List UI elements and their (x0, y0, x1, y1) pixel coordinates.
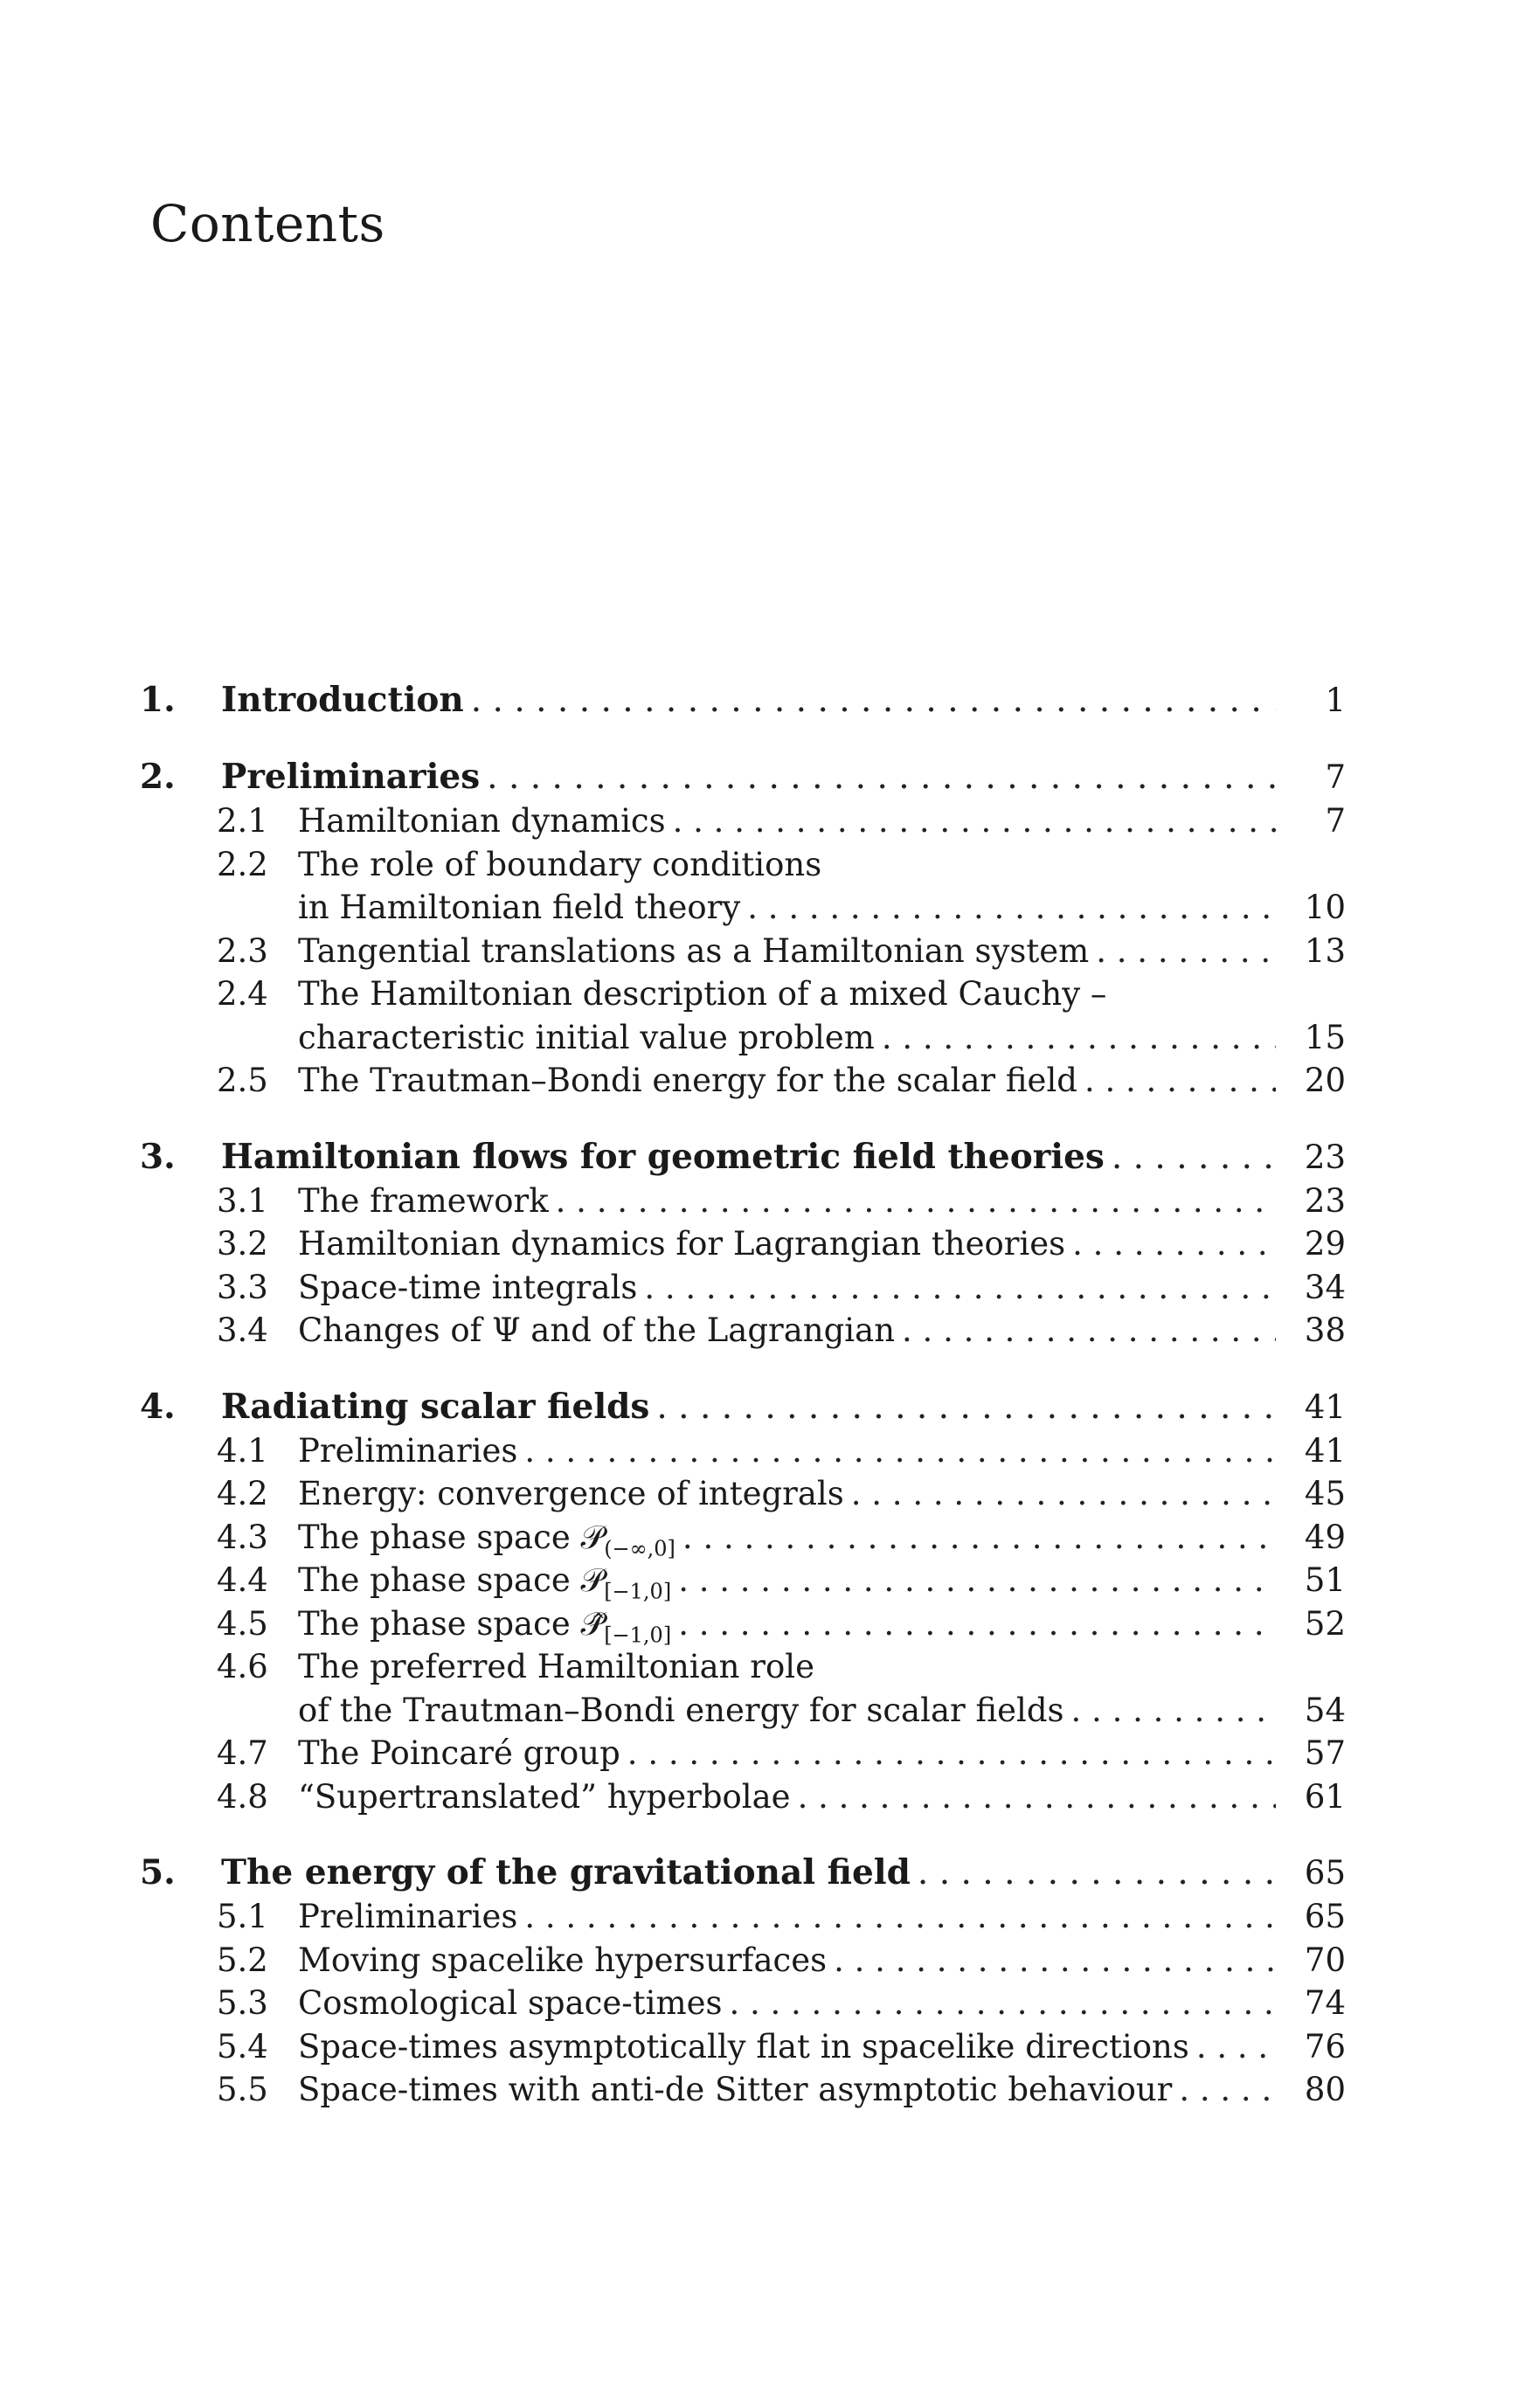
section-title-wrap (298, 1059, 1285, 1103)
section-page-number: 38 (1304, 1311, 1346, 1349)
section-page-number: 76 (1304, 2027, 1346, 2065)
toc-chapter (140, 1384, 1346, 1819)
dot-leader (673, 799, 1276, 843)
toc-section-row[interactable] (140, 1059, 1346, 1103)
section-page-number: 57 (1304, 1734, 1346, 1772)
dot-leader (656, 1385, 1276, 1430)
section-number: 2.2 (217, 845, 268, 883)
dot-leader (627, 1732, 1276, 1775)
dot-leader (918, 1851, 1276, 1896)
section-title-wrap (298, 886, 1285, 930)
section-page-number: 15 (1304, 1018, 1346, 1056)
chapter-title-wrap (221, 1384, 1285, 1430)
toc-section-row[interactable] (140, 1266, 1346, 1310)
section-number: 3.2 (217, 1225, 268, 1263)
dot-leader (1072, 1222, 1276, 1266)
toc-section-row[interactable] (140, 1222, 1346, 1266)
section-title[interactable]: Changes of Ψ and of the Lagrangian (298, 1311, 896, 1349)
section-number: 4.7 (217, 1734, 268, 1772)
toc-chapter-row[interactable] (140, 754, 1346, 799)
section-title[interactable]: Energy: convergence of integrals (298, 1475, 844, 1512)
section-title-wrap (298, 1939, 1285, 1982)
chapter-page-number: 23 (1304, 1138, 1346, 1176)
dot-leader (834, 1939, 1276, 1982)
dot-leader (902, 1309, 1276, 1353)
section-page-number: 7 (1325, 802, 1346, 840)
chapter-title[interactable]: Preliminaries (221, 757, 481, 797)
toc-section-row-continued[interactable] (140, 1016, 1346, 1060)
chapter-page-number: 65 (1304, 1854, 1346, 1892)
section-title[interactable]: Cosmological space-times (298, 1984, 723, 2022)
section-title[interactable]: Hamiltonian dynamics (298, 802, 666, 840)
toc-chapter-row[interactable] (140, 677, 1346, 723)
chapter-title-wrap (221, 677, 1285, 723)
subscript-interval: (−∞,0] (604, 1535, 675, 1560)
section-number: 5.4 (217, 2027, 268, 2065)
section-title-wrap (298, 1732, 1285, 1775)
dot-leader (1112, 1135, 1276, 1180)
toc-chapter-row[interactable] (140, 1850, 1346, 1895)
section-title[interactable]: Space-time integrals (298, 1268, 638, 1306)
toc-section-row[interactable] (140, 930, 1346, 973)
dot-leader (1196, 2025, 1276, 2069)
dot-leader (1179, 2068, 1276, 2112)
chapter-number: 1. (140, 680, 176, 720)
section-page-number: 61 (1304, 1777, 1346, 1816)
section-page-number: 13 (1304, 931, 1346, 970)
dot-leader (524, 1429, 1276, 1473)
toc-section-row[interactable] (140, 2025, 1346, 2069)
chapter-title[interactable]: Introduction (221, 680, 464, 720)
section-title[interactable]: Hamiltonian dynamics for Lagrangian theories (298, 1225, 1066, 1263)
toc-section-row[interactable] (140, 1559, 1346, 1602)
section-title-wrap (298, 1180, 1285, 1223)
section-title[interactable]: “Supertranslated” hyperbolae (298, 1777, 791, 1816)
toc-section-row[interactable] (140, 2068, 1346, 2112)
section-title-wrap (298, 1982, 1285, 2025)
chapter-title-wrap (221, 1134, 1285, 1180)
section-number: 4.1 (217, 1431, 268, 1470)
toc-chapter (140, 1850, 1346, 2112)
section-title[interactable]: Moving spacelike hypersurfaces (298, 1941, 828, 1979)
section-page-number: 54 (1304, 1691, 1346, 1729)
section-title-wrap (298, 2068, 1285, 2112)
chapter-title[interactable]: The energy of the gravitational field (221, 1852, 911, 1892)
toc-section-row[interactable] (140, 843, 1346, 887)
section-number: 4.5 (217, 1604, 268, 1643)
section-page-number: 70 (1304, 1941, 1346, 1979)
section-page-number: 49 (1304, 1518, 1346, 1556)
section-page-number: 52 (1304, 1604, 1346, 1643)
toc-chapter (140, 754, 1346, 1103)
chapter-page-number: 41 (1304, 1387, 1346, 1426)
section-page-number: 29 (1304, 1225, 1346, 1263)
toc-section-row[interactable] (140, 1309, 1346, 1353)
section-title-wrap (298, 1222, 1285, 1266)
dot-leader (882, 1016, 1276, 1060)
section-number: 2.5 (217, 1062, 268, 1099)
toc-chapter (140, 1134, 1346, 1353)
section-number: 3.4 (217, 1311, 268, 1349)
chapter-number: 2. (140, 757, 176, 797)
section-title-wrap (298, 1309, 1285, 1353)
section-title[interactable]: The phase space $𝒫̂_{[-1,0]}$ (298, 1604, 672, 1647)
toc-section-row[interactable] (140, 1732, 1346, 1775)
section-number: 3.3 (217, 1268, 268, 1306)
section-title[interactable]: Tangential translations as a Hamiltonian system (298, 931, 1090, 970)
chapter-title-wrap (221, 1850, 1285, 1896)
toc-section-row[interactable] (140, 799, 1346, 843)
toc-section-row[interactable] (140, 1775, 1346, 1819)
section-title-wrap (298, 1266, 1285, 1310)
toc-section-row[interactable] (140, 1982, 1346, 2025)
section-number: 5.1 (217, 1898, 268, 1935)
section-number: 2.1 (217, 802, 268, 840)
dot-leader (644, 1266, 1276, 1310)
subscript-interval: [−1,0] (604, 1622, 672, 1647)
chapter-page-number: 1 (1325, 682, 1346, 719)
toc-section-row[interactable] (140, 972, 1346, 1016)
section-number: 5.3 (217, 1984, 268, 2022)
section-title-line2[interactable]: of the Trautman–Bondi energy for scalar fields (298, 1691, 1064, 1729)
section-page-number: 10 (1304, 889, 1346, 926)
chapter-number: 5. (140, 1852, 176, 1892)
chapter-title[interactable]: Hamiltonian flows for geometric field theories (221, 1136, 1105, 1177)
section-number: 5.2 (217, 1941, 268, 1979)
toc-section-row[interactable] (140, 1939, 1346, 1982)
dot-leader (524, 1895, 1276, 1939)
dot-leader (747, 886, 1276, 930)
section-title[interactable]: The preferred Hamiltonian role (298, 1648, 814, 1685)
toc-section-row[interactable] (140, 1602, 1346, 1646)
section-title-wrap (298, 1016, 1285, 1060)
dot-leader (678, 1602, 1276, 1646)
section-title-wrap (298, 1472, 1285, 1516)
dot-leader (682, 1516, 1276, 1560)
section-title-line2[interactable]: in Hamiltonian field theory (298, 889, 741, 926)
section-page-number: 41 (1304, 1431, 1346, 1470)
section-title-wrap (298, 1689, 1285, 1733)
section-page-number: 45 (1304, 1475, 1346, 1512)
section-number: 3.1 (217, 1181, 268, 1220)
section-title[interactable]: Preliminaries (298, 1898, 518, 1935)
toc-chapter-row[interactable] (140, 1384, 1346, 1429)
toc-section-row[interactable] (140, 1429, 1346, 1473)
section-number: 2.3 (217, 931, 268, 970)
chapter-number: 3. (140, 1136, 176, 1177)
section-title[interactable]: The Poincaré group (298, 1734, 620, 1772)
section-page-number: 80 (1304, 2071, 1346, 2108)
section-number: 4.2 (217, 1475, 268, 1512)
page-title: Contents (150, 194, 385, 253)
section-title-wrap (298, 1429, 1285, 1473)
toc-section-row-continued[interactable] (140, 886, 1346, 930)
section-title-wrap (298, 2025, 1285, 2069)
dot-leader (1084, 1059, 1276, 1103)
section-number: 4.3 (217, 1518, 268, 1556)
toc-section-row[interactable] (140, 1516, 1346, 1560)
chapter-title[interactable]: Radiating scalar fields (221, 1386, 650, 1427)
section-title-line2[interactable]: characteristic initial value problem (298, 1018, 875, 1056)
section-number: 4.8 (217, 1777, 268, 1816)
section-title-wrap (298, 799, 1285, 843)
dot-leader (471, 678, 1276, 723)
section-number: 4.4 (217, 1561, 268, 1599)
toc-section-row[interactable] (140, 1895, 1346, 1939)
dot-leader (556, 1180, 1276, 1223)
table-of-contents (140, 677, 1346, 2143)
section-title[interactable]: Preliminaries (298, 1431, 518, 1470)
section-page-number: 51 (1304, 1561, 1346, 1599)
section-title[interactable]: Space-times with anti-de Sitter asymptotic behaviour (298, 2071, 1173, 2108)
toc-chapter-row[interactable] (140, 1134, 1346, 1180)
dot-leader (729, 1982, 1276, 2025)
toc-section-row[interactable] (140, 1472, 1346, 1516)
chapter-title-wrap (221, 754, 1285, 800)
dot-leader (487, 755, 1276, 800)
toc-chapter (140, 677, 1346, 723)
section-title-wrap (298, 1895, 1285, 1939)
dot-leader (798, 1775, 1276, 1819)
section-title-wrap (298, 1775, 1285, 1819)
section-title-wrap (298, 930, 1285, 973)
section-page-number: 65 (1304, 1898, 1346, 1935)
section-page-number: 74 (1304, 1984, 1346, 2022)
dot-leader (851, 1472, 1276, 1516)
section-number: 2.4 (217, 975, 268, 1013)
dot-leader (1071, 1689, 1276, 1733)
chapter-number: 4. (140, 1386, 176, 1427)
section-page-number: 34 (1304, 1268, 1346, 1306)
toc-section-row[interactable] (140, 1180, 1346, 1223)
chapter-page-number: 7 (1325, 758, 1346, 796)
section-title[interactable]: The phase space 𝒫$_{[-1,0]}$ (298, 1561, 672, 1604)
section-title[interactable]: The framework (298, 1181, 549, 1220)
toc-section-row-continued[interactable] (140, 1689, 1346, 1733)
section-page-number: 23 (1304, 1181, 1346, 1220)
section-number: 4.6 (217, 1648, 268, 1685)
subscript-interval: [−1,0] (604, 1579, 672, 1604)
dot-leader (678, 1559, 1276, 1602)
section-title[interactable]: The phase space 𝒫$_{(-\infty,0]}$ (298, 1518, 675, 1560)
section-number: 5.5 (217, 2071, 268, 2108)
dot-leader (1096, 930, 1276, 973)
section-title[interactable]: The role of boundary conditions (298, 845, 822, 883)
section-title[interactable]: The Hamiltonian description of a mixed Cauchy – (298, 975, 1107, 1013)
section-title[interactable]: Space-times asymptotically flat in spacelike directions (298, 2027, 1189, 2065)
section-page-number: 20 (1304, 1062, 1346, 1099)
section-title[interactable]: The Trautman–Bondi energy for the scalar field (298, 1062, 1077, 1099)
